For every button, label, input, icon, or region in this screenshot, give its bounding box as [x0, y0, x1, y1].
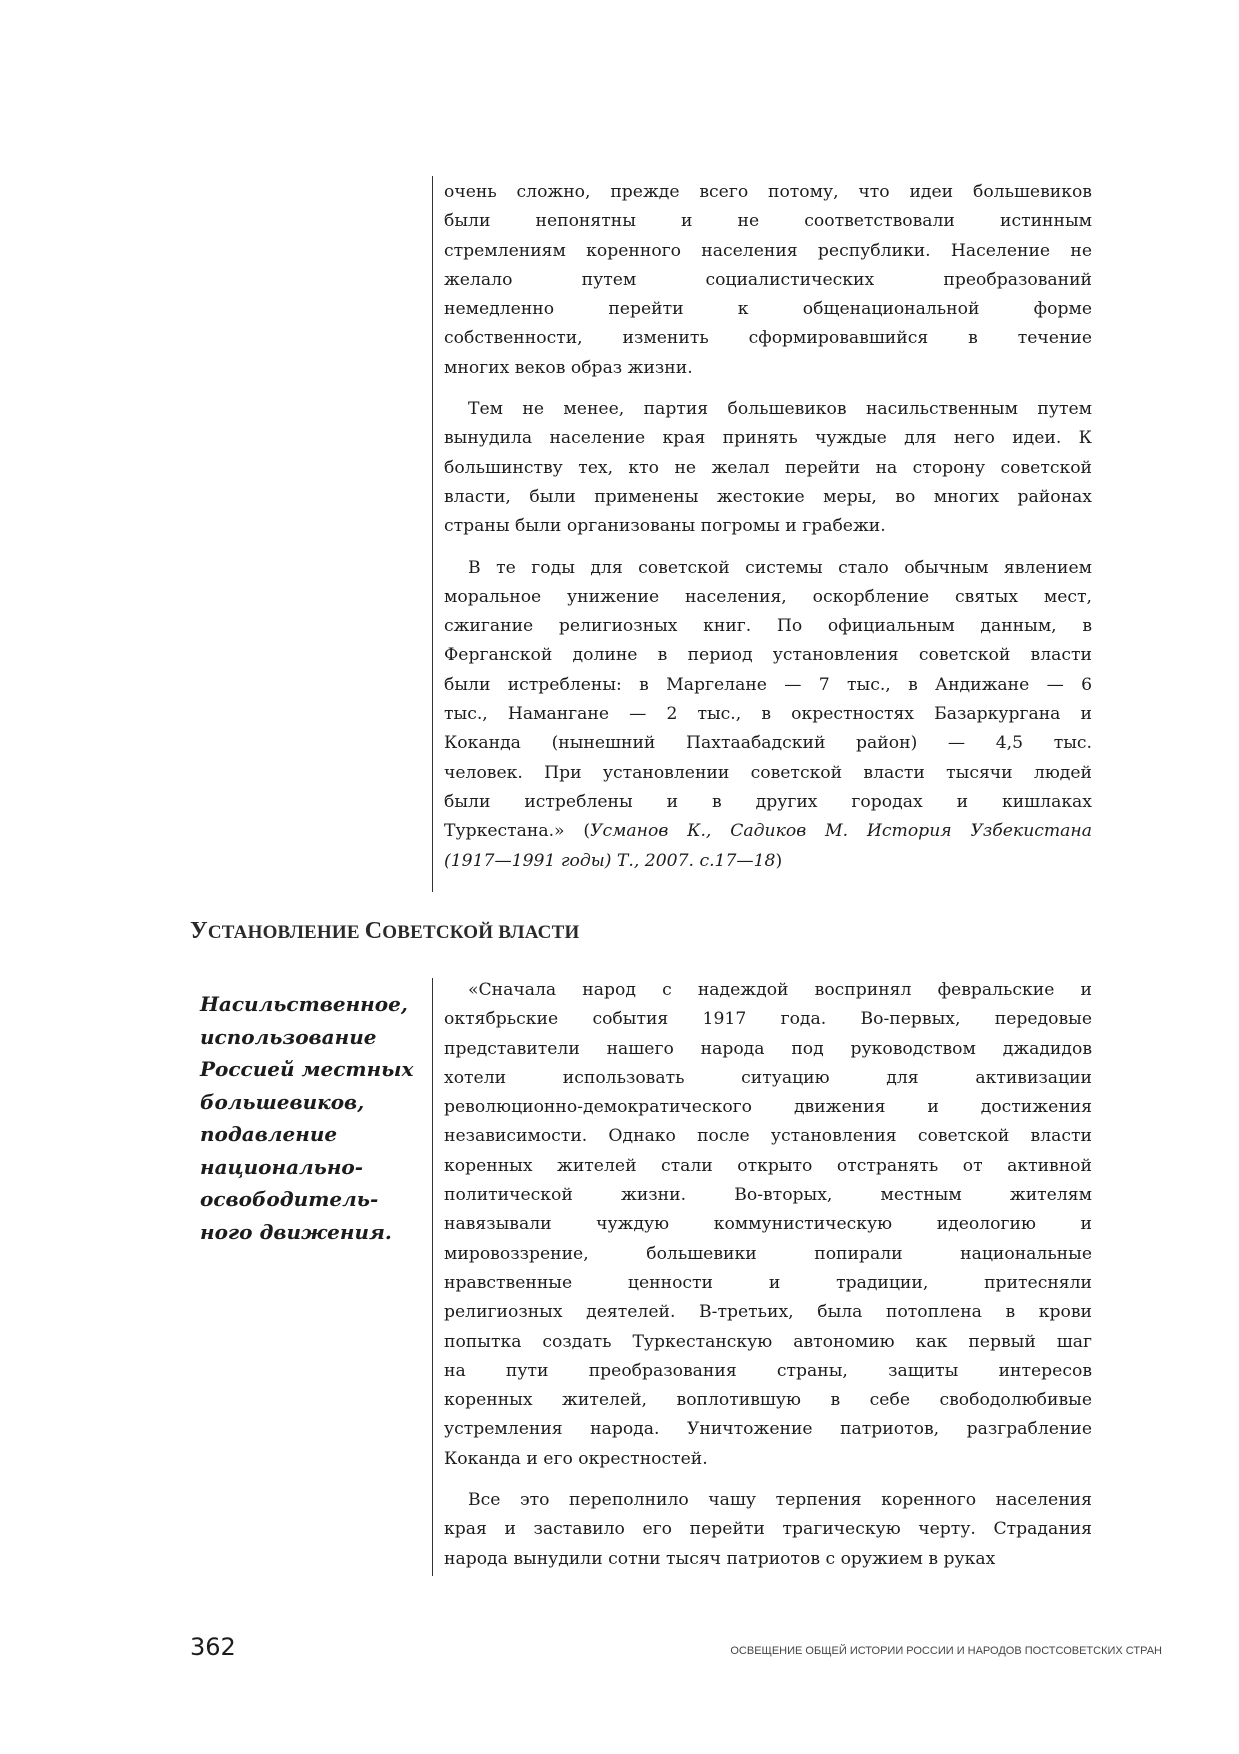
text-line: на пути преобразования страны, защиты интересов: [444, 1360, 1092, 1381]
text-line: немедленно перейти к общенациональной форме: [444, 299, 1092, 320]
text-line: коренных жителей, воплотившую в себе свободолюбивые: [444, 1390, 1092, 1411]
text-line: навязывали чуждую коммунистическую идеологию и: [444, 1214, 1092, 1235]
margin-note: [200, 988, 413, 1248]
text-line: политической жизни. Во-вторых, местным жителям: [444, 1185, 1092, 1206]
text-line: страны были организованы погромы и грабежи.: [444, 516, 886, 537]
text-line: многих веков образ жизни.: [444, 357, 693, 378]
text-line: представители нашего народа под руководством джадидов: [444, 1038, 1092, 1059]
text-line: сжигание религиозных книг. По официальным данным, в: [444, 616, 1092, 637]
margin-note-line: Россией местных: [200, 1057, 414, 1081]
margin-note-line: использование: [200, 1024, 377, 1049]
text-line: человек. При установлении советской власти тысячи людей: [444, 762, 1092, 783]
text-line: хотели использовать ситуацию для активизации: [444, 1067, 1092, 1088]
text-line: желало путем социалистических преобразований: [444, 269, 1092, 290]
text-line: нравственные ценности и традиции, притесняли: [444, 1272, 1092, 1293]
text-line: религиозных деятелей. В-третьих, была потоплена в крови: [444, 1302, 1092, 1323]
main-text-top: [444, 178, 1092, 888]
paragraph: [444, 395, 1092, 541]
text-line: края и заставило его перейти трагическую черту. Страдания: [444, 1519, 1092, 1540]
citation-source: (1917—1991 годы) Т., 2007. с.17—18: [444, 850, 776, 871]
text-line: власти, были применены жестокие меры, во многих районах: [444, 486, 1092, 507]
paragraph: [444, 1486, 1092, 1574]
text-line: независимости. Однако после установления советской власти: [444, 1126, 1092, 1147]
paragraph: [444, 976, 1092, 1474]
citation-line: [444, 847, 1092, 876]
text-line: Все это переполнило чашу терпения коренного населения: [468, 1490, 1092, 1511]
citation-suffix: ): [775, 850, 783, 871]
text-line: собственности, изменить сформировавшийся в течение: [444, 328, 1092, 349]
text-line: большинству тех, кто не желал перейти на сторону советской: [444, 457, 1092, 478]
margin-note-line: подавление: [200, 1122, 338, 1146]
text-line: народа вынудили сотни тысяч патриотов с оружием в руках: [444, 1548, 996, 1569]
text-line: мировоззрение, большевики попирали национальные: [444, 1243, 1092, 1264]
page-number: 362: [190, 1633, 236, 1661]
text-line: Тем не менее, партия большевиков насильственным путем: [468, 399, 1092, 420]
text-line: октябрьские события 1917 года. Во-первых, передовые: [444, 1009, 1092, 1030]
main-text-bottom: [444, 976, 1092, 1586]
margin-note-line: ного движения.: [200, 1219, 392, 1244]
text-line: устремления народа. Уничтожение патриотов, разграбление: [444, 1419, 1092, 1440]
text-line: очень сложно, прежде всего потому, что идеи большевиков: [444, 182, 1092, 202]
margin-note-line: Насильственное,: [200, 992, 408, 1016]
text-line: Коканда и его окрестностей.: [444, 1448, 708, 1469]
running-head: ОСВЕЩЕНИЕ ОБЩЕЙ ИСТОРИИ РОССИИ И НАРОДОВ ПОСТСОВЕТСКИХ СТРАН: [730, 1645, 1162, 1657]
text-line: «Сначала народ с надеждой воспринял февральские и: [468, 980, 1092, 1000]
text-line: стремлениям коренного населения республики. Население не: [444, 240, 1092, 261]
margin-note-line: национально-: [200, 1154, 364, 1179]
text-line: вынудила население края принять чуждые для него идеи. К: [444, 428, 1092, 449]
text-line: были истреблены: в Маргелане — 7 тыс., в Андижане — 6: [444, 674, 1092, 695]
text-line: Ферганской долине в период установления советской власти: [444, 645, 1092, 666]
text-line: коренных жителей стали открыто отстранять от активной: [444, 1155, 1092, 1176]
citation-source: Усманов К., Садиков М. История Узбекистана: [590, 821, 1093, 842]
citation-prefix: Туркестана.» (: [444, 821, 591, 842]
margin-rule-bottom: [432, 978, 433, 1576]
text-line: В те годы для советской системы стало обычным явлением: [468, 557, 1092, 578]
text-line: моральное унижение населения, оскорбление святых мест,: [444, 586, 1092, 607]
text-line: тыс., Намангане — 2 тыс., в окрестностях Базаркургана и: [444, 704, 1092, 725]
margin-note-line: освободитель-: [200, 1187, 379, 1211]
text-line: попытка создать Туркестанскую автономию как первый шаг: [444, 1331, 1092, 1352]
citation-line: [444, 817, 1092, 846]
paragraph: [444, 178, 1092, 383]
margin-note-line: большевиков,: [200, 1089, 365, 1114]
text-line: были истреблены и в других городах и кишлаках: [444, 791, 1092, 812]
section-heading: УСТАНОВЛЕНИЕ СОВЕТСКОЙ ВЛАСТИ: [190, 918, 580, 944]
margin-rule-top: [432, 176, 433, 892]
text-line: революционно-демократического движения и достижения: [444, 1097, 1092, 1118]
text-line: были непонятны и не соответствовали истинным: [444, 211, 1092, 232]
paragraph: [444, 554, 1092, 876]
text-line: Коканда (нынешний Пахтаабадский район) — 4,5 тыс.: [444, 733, 1092, 754]
